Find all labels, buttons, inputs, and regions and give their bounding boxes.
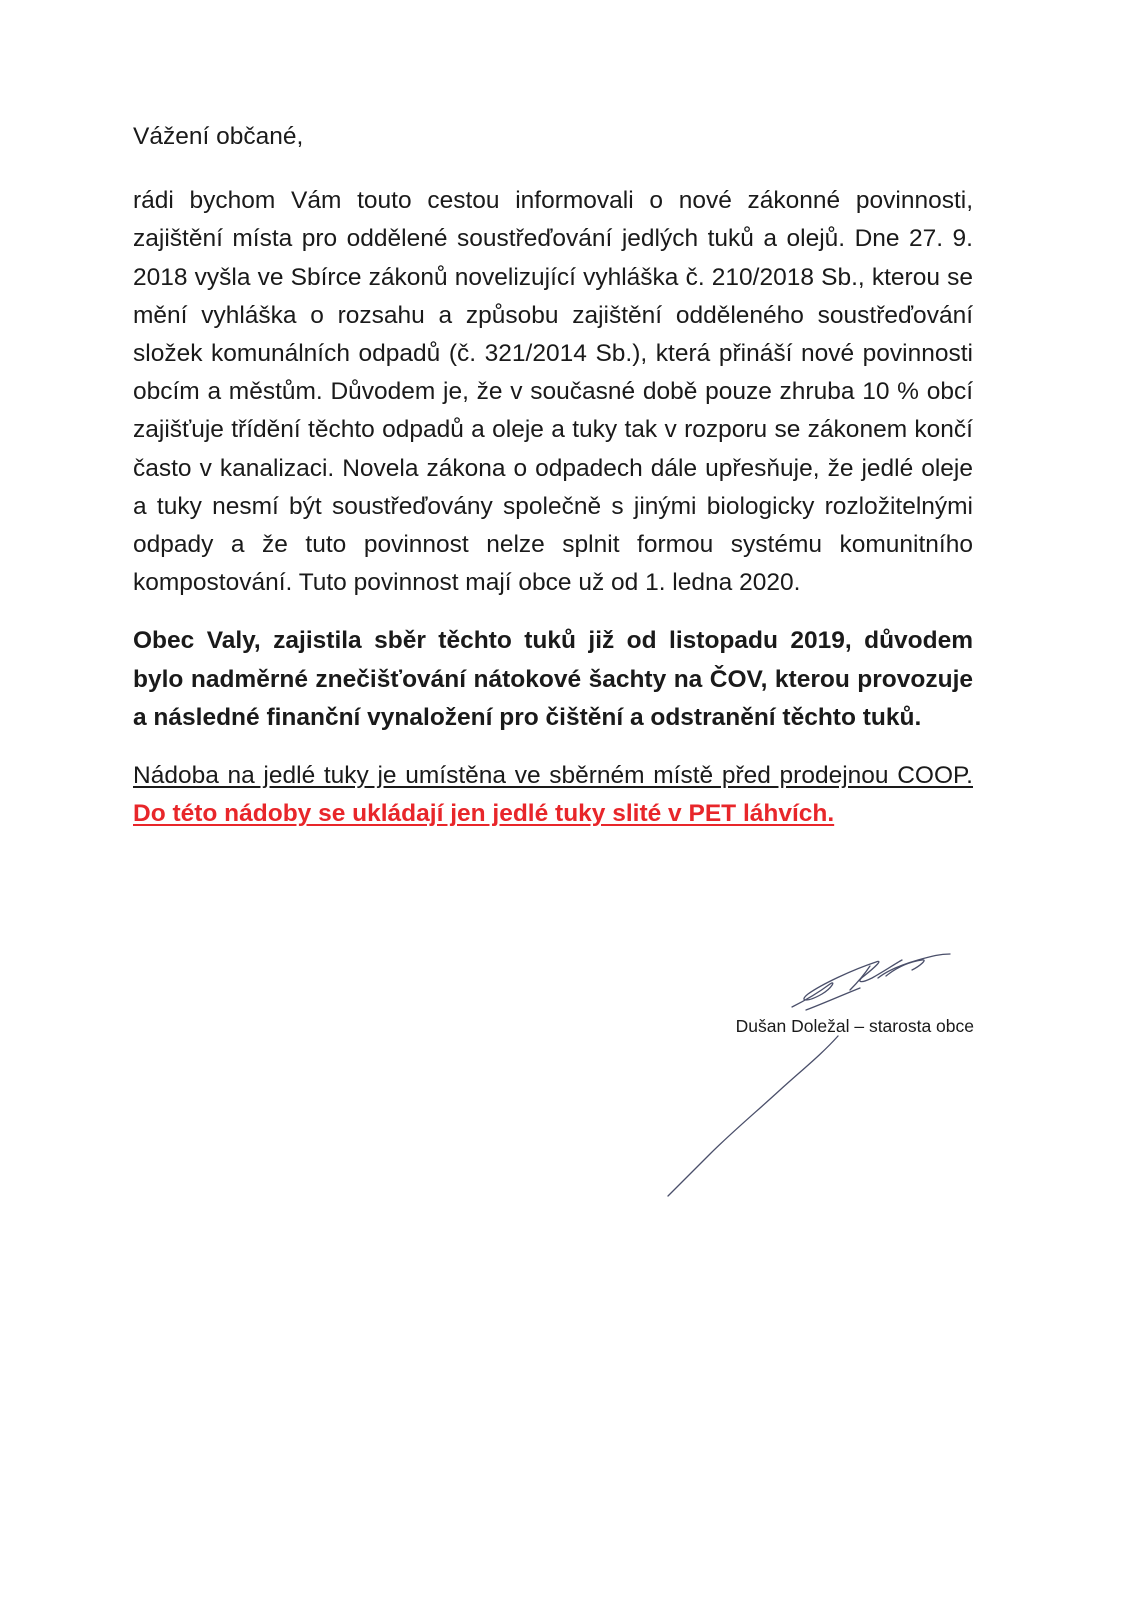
container-warning-text: Do této nádoby se ukládají jen jedlé tuky slité v PET láhvích.	[133, 800, 835, 828]
letter-body	[133, 118, 973, 833]
salutation: Vážení občané,	[133, 123, 304, 150]
signer-name: Dušan Doležal – starosta obce	[735, 1016, 974, 1036]
paragraph-municipality-info: Obec Valy, zajistila sběr těchto tuků již od listopadu 2019, důvodem bylo nadměrné znečišťování nátokové šachty na ČOV, kterou provozuje a následné finanční vynaložení pro čištění a odstranění těchto tuků.	[133, 627, 973, 731]
container-location-text: Nádoba na jedlé tuky je umístěna ve sběrném místě před prodejnou COOP.	[133, 762, 973, 790]
paragraph-legal-info: rádi bychom Vám touto cestou informovali o nové zákonné povinnosti, zajištění místa pro oddělené soustřeďování jedlých tuků a olejů. Dne 27. 9. 2018 vyšla ve Sbírce zákonů novelizující vyhláška č. 210/2018 Sb., kterou se mění vyhláška o rozsahu a způsobu zajištění odděleného soustřeďování složek komunálních odpadů (č. 321/2014 Sb.), která přináší nové povinnosti obcím a městům. Důvodem je, že v současné době pouze zhruba 10 % obcí zajišťuje třídění těchto odpadů a oleje a tuky tak v rozporu se zákonem končí často v kanalizaci. Novela zákona o odpadech dále upřesňuje, že jedlé oleje a tuky nesmí být soustřeďovány společně s jinými biologicky rozložitelnými odpady a že tuto povinnost nelze splnit formou systému komunitního kompostování. Tuto povinnost mají obce už od 1. ledna 2020.	[133, 187, 973, 597]
handwritten-signature	[560, 950, 1000, 1210]
signature-block	[560, 950, 1000, 1210]
paragraph-container-notice	[133, 757, 973, 833]
